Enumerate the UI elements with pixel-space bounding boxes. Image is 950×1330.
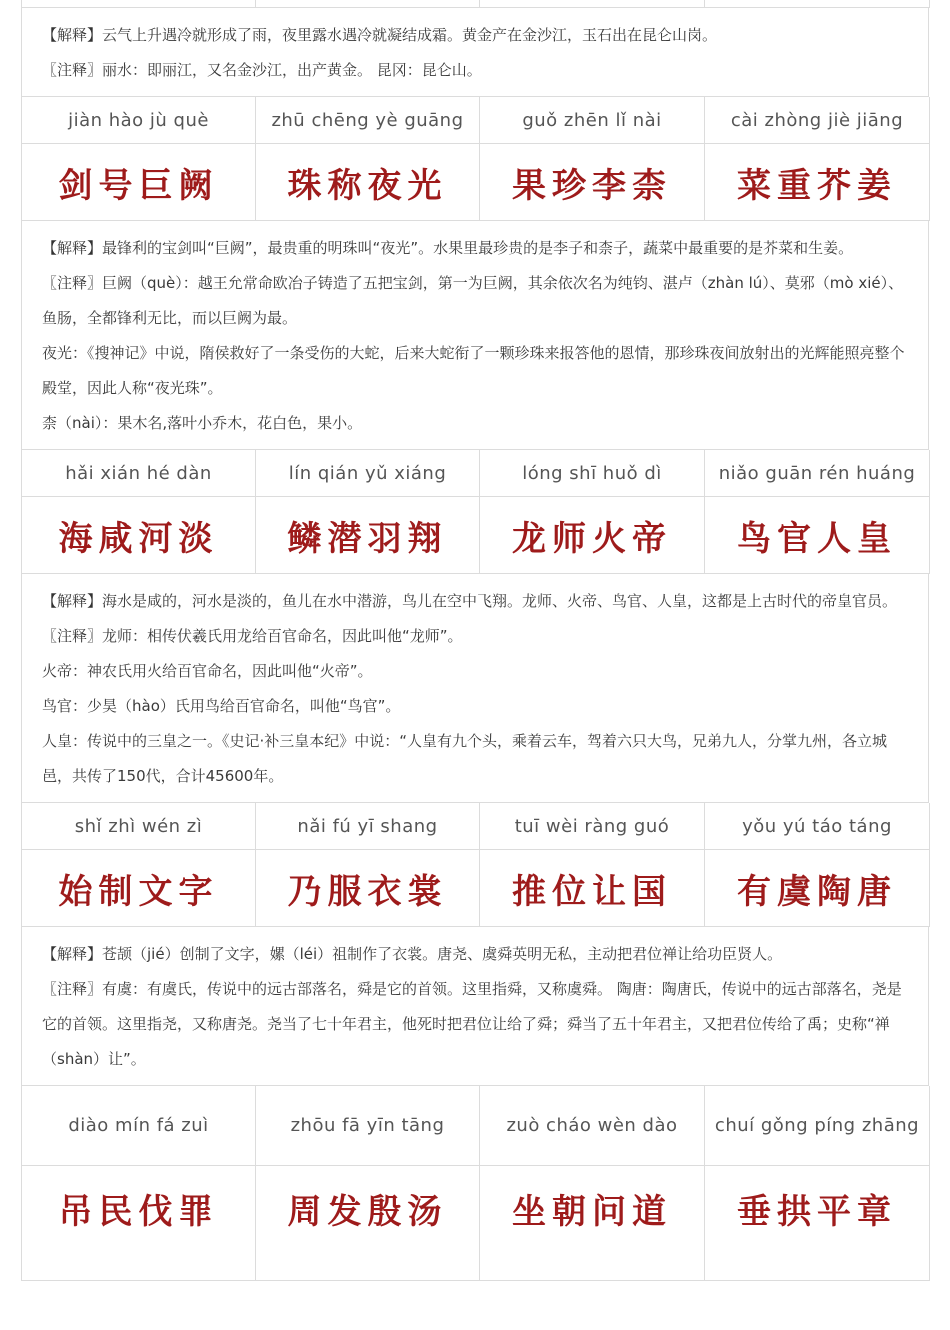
annotation-block — [21, 221, 929, 449]
idiom-table — [21, 449, 929, 574]
idiom-cell: 鳞潜羽翔 — [256, 497, 480, 574]
annotation-line — [42, 53, 914, 88]
idiom-cell: 鸟官人皇 — [705, 497, 930, 574]
pinyin-cell: shǐ zhì wén zì — [22, 803, 256, 850]
idiom-cell: 垂拱平章 — [705, 1166, 930, 1281]
annotation-line — [42, 724, 914, 794]
pinyin-cell: cài zhòng jiè jiāng — [705, 97, 930, 144]
pinyin-cell: guǒ zhēn lǐ nài — [480, 97, 705, 144]
idiom-cell: 龙师火帝 — [480, 497, 705, 574]
idiom-cell: 始制文字 — [22, 850, 256, 927]
annotation-text: 巨阙（què）：越王允常命欧冶子铸造了五把宝剑，第一为巨阙，其余依次名为纯钧、湛卢（zhàn lú）、莫邪（mò xié）、鱼肠，全都锋利无比，而以巨阙为最。 — [42, 274, 904, 327]
pinyin-cell: lóng shī huǒ dì — [480, 450, 705, 497]
annotation-text: 云气上升遇冷就形成了雨，夜里露水遇冷就凝结成霜。黄金产在金沙江，玉石出在昆仑山岗。 — [102, 26, 718, 44]
idiom-cell: 菜重芥姜 — [705, 144, 930, 221]
annotation-tag: 〖注释〗 — [42, 980, 103, 998]
annotation-block — [21, 8, 929, 96]
annotation-tag: 【解释】 — [42, 592, 103, 610]
idiom-table — [21, 1085, 929, 1281]
idiom-table — [21, 802, 929, 927]
content — [21, 8, 929, 1281]
annotation-text: 有虞：有虞氏，传说中的远古部落名，舜是它的首领。这里指舜，又称虞舜。 陶唐：陶唐氏，传说中的远古部落名，尧是它的首领。这里指尧，又称唐尧。尧当了七十年君主，他死时把君位让给了舜；舜当了五十年君主，又把君位传给了禹；史称“禅（shàn）让”。 — [42, 980, 902, 1068]
annotation-block — [21, 574, 929, 802]
annotation-text: 海水是咸的，河水是淡的，鱼儿在水中潜游，鸟儿在空中飞翔。龙师、火帝、鸟官、人皇，这都是上古时代的帝皇官员。 — [102, 592, 898, 610]
pinyin-cell: zhū chēng yè guāng — [256, 97, 480, 144]
idiom-cell: 珠称夜光 — [256, 144, 480, 221]
idiom-cell: 有虞陶唐 — [705, 850, 930, 927]
pinyin-cell: tuī wèi ràng guó — [480, 803, 705, 850]
idiom-cell: 剑号巨阙 — [22, 144, 256, 221]
pinyin-cell: zuò cháo wèn dào — [480, 1086, 705, 1166]
pinyin-cell: jiàn hào jù què — [22, 97, 256, 144]
annotation-line — [42, 937, 914, 972]
annotation-tag: 〖注释〗 — [42, 274, 103, 292]
annotation-text: 苍颉（jié）创制了文字，嫘（léi）祖制作了衣裳。唐尧、虞舜英明无私，主动把君位禅让给功臣贤人。 — [102, 945, 783, 963]
annotation-tag: 【解释】 — [42, 26, 103, 44]
pinyin-cell: chuí gǒng píng zhāng — [705, 1086, 930, 1166]
annotation-tag: 【解释】 — [42, 239, 103, 257]
annotation-text: 柰（nài）：果木名,落叶小乔木，花白色，果小。 — [42, 414, 363, 432]
pinyin-cell: zhōu fā yīn tāng — [256, 1086, 480, 1166]
idiom-cell: 吊民伐罪 — [22, 1166, 256, 1281]
annotation-block — [21, 927, 929, 1085]
idiom-cell: 乃服衣裳 — [256, 850, 480, 927]
pinyin-cell: diào mín fá zuì — [22, 1086, 256, 1166]
annotation-tag: 【解释】 — [42, 945, 103, 963]
idiom-cell: 周发殷汤 — [256, 1166, 480, 1281]
annotation-line — [42, 18, 914, 53]
annotation-text: 人皇：传说中的三皇之一。《史记·补三皇本纪》中说：“人皇有九个头，乘着云车，驾着六只大鸟，兄弟九人，分掌九州，各立城邑，共传了150代，合计45600年。 — [42, 732, 888, 785]
annotation-line — [42, 654, 914, 689]
previous-row-edge — [21, 0, 929, 8]
idiom-table — [21, 96, 929, 221]
pinyin-cell: yǒu yú táo táng — [705, 803, 930, 850]
idiom-cell: 海咸河淡 — [22, 497, 256, 574]
annotation-line — [42, 584, 914, 619]
annotation-text: 丽水：即丽江，又名金沙江，出产黄金。 昆冈：昆仑山。 — [102, 61, 482, 79]
annotation-line — [42, 619, 914, 654]
annotation-text: 最锋利的宝剑叫“巨阙”，最贵重的明珠叫“夜光”。水果里最珍贵的是李子和柰子，蔬菜中最重要的是芥菜和生姜。 — [102, 239, 854, 257]
annotation-line — [42, 689, 914, 724]
annotation-line — [42, 266, 914, 336]
annotation-line — [42, 336, 914, 406]
document-page — [21, 0, 929, 1281]
annotation-line — [42, 231, 914, 266]
annotation-text: 夜光：《搜神记》中说，隋侯救好了一条受伤的大蛇，后来大蛇衔了一颗珍珠来报答他的恩情，那珍珠夜间放射出的光辉能照亮整个殿堂，因此人称“夜光珠”。 — [42, 344, 905, 397]
pinyin-cell: niǎo guān rén huáng — [705, 450, 930, 497]
annotation-line — [42, 972, 914, 1077]
pinyin-cell: hǎi xián hé dàn — [22, 450, 256, 497]
idiom-cell: 坐朝问道 — [480, 1166, 705, 1281]
annotation-text: 火帝：神农氏用火给百官命名，因此叫他“火帝”。 — [42, 662, 373, 680]
annotation-tag: 〖注释〗 — [42, 61, 103, 79]
pinyin-cell: lín qián yǔ xiáng — [256, 450, 480, 497]
idiom-cell: 果珍李柰 — [480, 144, 705, 221]
pinyin-cell: nǎi fú yī shang — [256, 803, 480, 850]
annotation-text: 鸟官：少昊（hào）氏用鸟给百官命名，叫他“鸟官”。 — [42, 697, 401, 715]
annotation-tag: 〖注释〗 — [42, 627, 103, 645]
idiom-cell: 推位让国 — [480, 850, 705, 927]
annotation-text: 龙师：相传伏羲氏用龙给百官命名，因此叫他“龙师”。 — [102, 627, 463, 645]
annotation-line — [42, 406, 914, 441]
